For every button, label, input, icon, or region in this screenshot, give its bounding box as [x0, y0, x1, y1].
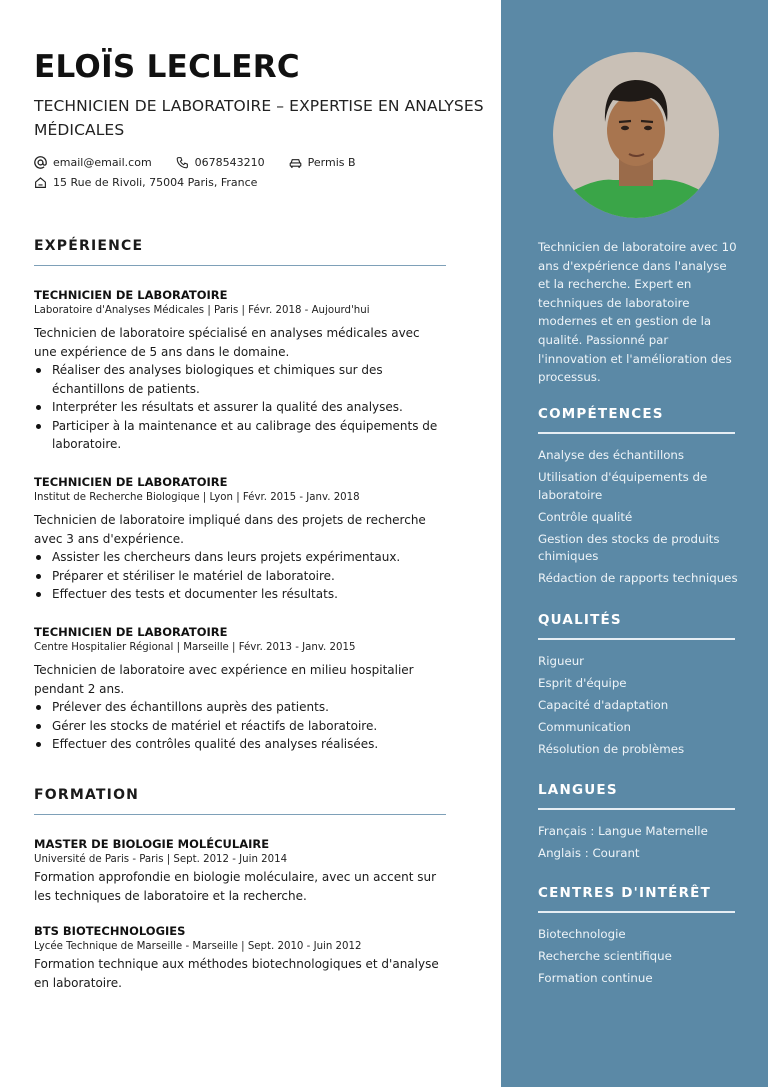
qualities-divider	[538, 638, 735, 640]
job-title: TECHNICIEN DE LABORATOIRE	[34, 625, 228, 639]
interests-heading: CENTRES D'INTÉRÊT	[538, 885, 711, 901]
interests-divider	[538, 911, 735, 913]
phone-icon	[176, 156, 189, 169]
qualities-heading: QUALITÉS	[538, 612, 622, 628]
list-item: Préparer et stériliser le matériel de laboratoire.	[34, 567, 446, 586]
address: 15 Rue de Rivoli, 75004 Paris, France	[53, 175, 258, 189]
list-item: Participer à la maintenance et au calibrage des équipements de laboratoire.	[34, 417, 446, 454]
driving-license: Permis B	[307, 155, 356, 169]
education-heading: FORMATION	[34, 787, 140, 803]
home-icon	[34, 176, 47, 189]
list-item: Rédaction de rapports techniques	[538, 571, 738, 585]
education-divider	[34, 814, 446, 815]
list-item: Capacité d'adaptation	[538, 698, 669, 712]
experience-heading: EXPÉRIENCE	[34, 238, 144, 254]
degree-title: BTS BIOTECHNOLOGIES	[34, 924, 186, 938]
list-item: Gérer les stocks de matériel et réactifs de laboratoire.	[34, 717, 446, 736]
degree-meta: Université de Paris - Paris | Sept. 2012 - Juin 2014	[34, 854, 288, 865]
car-icon	[289, 156, 302, 169]
experience-item	[34, 287, 446, 454]
degree-title: MASTER DE BIOLOGIE MOLÉCULAIRE	[34, 837, 270, 851]
list-item: Prélever des échantillons auprès des patients.	[34, 698, 446, 717]
experience-item	[34, 624, 446, 754]
job-meta: Institut de Recherche Biologique | Lyon | Févr. 2015 - Janv. 2018	[34, 492, 360, 503]
phone[interactable]: 0678543210	[194, 155, 265, 169]
list-item: Résolution de problèmes	[538, 742, 685, 756]
skills-divider	[538, 432, 735, 434]
list-item: Communication	[538, 720, 631, 734]
job-description: Technicien de laboratoire impliqué dans des projets de recherche avec 3 ans d'expérience.	[34, 513, 426, 546]
contact-row-2	[34, 174, 257, 190]
list-item: Effectuer des contrôles qualité des analyses réalisées.	[34, 735, 446, 754]
list-item: Biotechnologie	[538, 927, 626, 941]
list-item: Gestion des stocks de produits chimiques	[538, 531, 720, 563]
list-item: Anglais : Courant	[538, 846, 640, 860]
at-icon	[34, 156, 47, 169]
qualities-list	[538, 653, 738, 763]
profile-summary: Technicien de laboratoire avec 10 ans d'expérience dans l'analyse et la recherche. Expert en techniques de laboratoire modernes et en gestion de la qualité. Passionné par l'innovation et l'amélioration des processus.	[538, 240, 737, 385]
list-item: Formation continue	[538, 971, 653, 985]
contact-row-1	[34, 154, 356, 170]
job-title: TECHNICIEN DE LABORATOIRE	[34, 475, 228, 489]
avatar	[553, 52, 719, 218]
degree-description: Formation approfondie en biologie moléculaire, avec un accent sur les techniques de laboratoire et la recherche.	[34, 870, 436, 903]
interests-list	[538, 926, 738, 992]
languages-list	[538, 823, 738, 867]
job-bullets	[34, 361, 446, 454]
email[interactable]: email@email.com	[53, 155, 152, 169]
education-item	[34, 923, 446, 992]
list-item: Analyse des échantillons	[538, 448, 685, 462]
list-item: Interpréter les résultats et assurer la qualité des analyses.	[34, 398, 446, 417]
job-meta: Centre Hospitalier Régional | Marseille | Févr. 2013 - Janv. 2015	[34, 642, 356, 653]
languages-heading: LANGUES	[538, 782, 618, 798]
skills-heading: COMPÉTENCES	[538, 406, 664, 422]
list-item: Effectuer des tests et documenter les résultats.	[34, 585, 446, 604]
list-item: Réaliser des analyses biologiques et chimiques sur des échantillons de patients.	[34, 361, 446, 398]
education-item	[34, 836, 446, 905]
skills-list	[538, 447, 738, 592]
list-item: Assister les chercheurs dans leurs projets expérimentaux.	[34, 548, 446, 567]
job-description: Technicien de laboratoire avec expérience en milieu hospitalier pendant 2 ans.	[34, 663, 414, 696]
candidate-name: ELOÏS LECLERC	[34, 49, 300, 85]
list-item: Français : Langue Maternelle	[538, 824, 708, 838]
job-description: Technicien de laboratoire spécialisé en analyses médicales avec une expérience de 5 ans dans le domaine.	[34, 326, 420, 359]
list-item: Contrôle qualité	[538, 509, 633, 524]
list-item: Esprit d'équipe	[538, 676, 627, 690]
job-bullets	[34, 698, 446, 754]
list-item: Rigueur	[538, 654, 585, 668]
degree-meta: Lycée Technique de Marseille - Marseille | Sept. 2010 - Juin 2012	[34, 941, 362, 952]
job-bullets	[34, 548, 446, 604]
degree-description: Formation technique aux méthodes biotechnologiques et d'analyse en laboratoire.	[34, 957, 439, 990]
list-item: Utilisation d'équipements de laboratoire	[538, 470, 708, 502]
experience-divider	[34, 265, 446, 266]
job-headline: TECHNICIEN DE LABORATOIRE – EXPERTISE EN ANALYSES MÉDICALES	[34, 97, 484, 139]
list-item: Recherche scientifique	[538, 949, 672, 963]
job-meta: Laboratoire d'Analyses Médicales | Paris | Févr. 2018 - Aujourd'hui	[34, 305, 370, 316]
experience-item	[34, 474, 446, 604]
languages-divider	[538, 808, 735, 810]
job-title: TECHNICIEN DE LABORATOIRE	[34, 288, 228, 302]
